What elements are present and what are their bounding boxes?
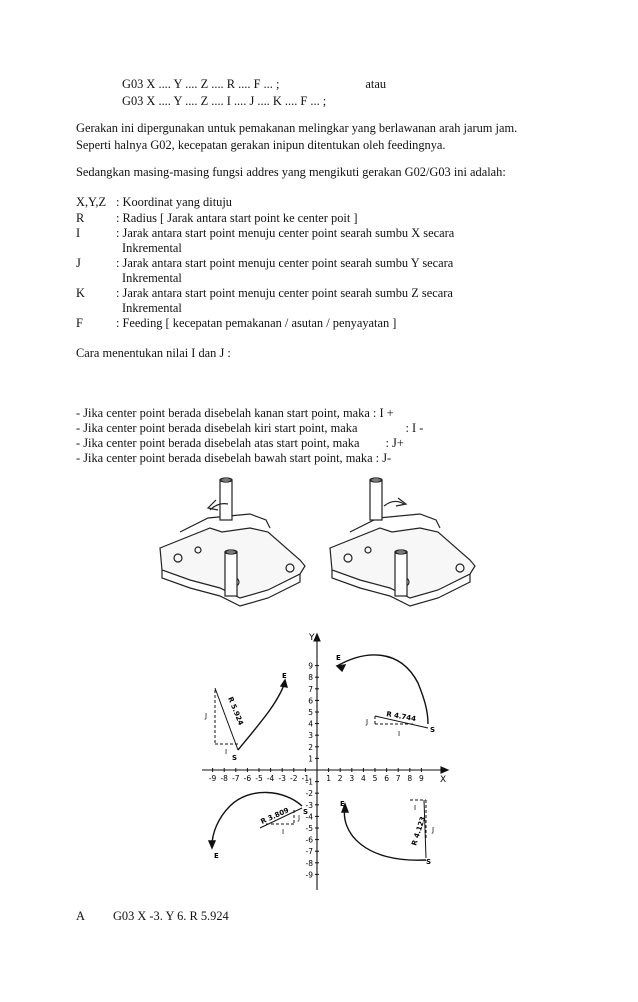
x-tick-label: -9 <box>208 774 217 783</box>
arc-q1-arrowhead <box>337 665 345 671</box>
definition-text: : Jarak antara start point menuju center point searah sumbu X secara <box>116 226 455 240</box>
arc-q1-j-label: J <box>366 718 369 726</box>
x-tick-label: 6 <box>384 774 389 783</box>
definition-text: : Jarak antara start point menuju center point searah sumbu Z secara <box>116 286 453 300</box>
y-tick-label: -2 <box>305 789 313 799</box>
y-axis-arrow <box>314 634 320 641</box>
workpiece-illustration-right <box>320 470 490 610</box>
definition-text: : Jarak antara start point menuju center point searah sumbu Y secara <box>116 256 454 270</box>
y-tick-label: 4 <box>308 719 313 729</box>
definition-continuation: Inkremental <box>122 301 182 315</box>
arc-q1 <box>337 655 428 724</box>
rule-suffix: : J+ <box>385 436 404 450</box>
syntax-line-1-suffix: atau <box>365 77 387 91</box>
rule-4 <box>76 451 391 466</box>
arc-q1-radius-label: R 4.744 <box>385 710 417 724</box>
definition-key: K <box>76 286 85 300</box>
y-tick-label: -7 <box>305 847 313 857</box>
x-tick-label: 9 <box>419 774 424 783</box>
definition-key: F <box>76 316 83 330</box>
arc-q1-start-label: S <box>430 726 436 734</box>
y-tick-label: 5 <box>308 708 313 717</box>
x-tick-label: 8 <box>407 774 413 783</box>
x-tick-label: -2 <box>290 774 298 783</box>
rule-1 <box>76 406 394 421</box>
arc-q3-start-label: S <box>303 808 309 816</box>
definition-key: I <box>76 226 81 240</box>
y-tick-label: -8 <box>305 858 313 868</box>
arc-q2-arrowhead <box>281 680 287 687</box>
rule-suffix: : I - <box>405 421 424 435</box>
x-tick-label: 4 <box>361 774 366 783</box>
definition-key: J <box>76 256 81 270</box>
arc-q3 <box>212 792 302 846</box>
y-tick-label: 2 <box>308 742 313 752</box>
syntax-line-1-text: G03 X .... Y .... Z .... R .... F ... ; <box>122 77 280 91</box>
arc-q1-i-label: I <box>398 730 401 738</box>
y-tick-label: 3 <box>308 731 313 741</box>
paragraph-3: Sedangkan masing-masing fungsi addres yang mengikuti gerakan G02/G03 ini adalah: <box>76 165 506 179</box>
y-tick-label: -1 <box>305 777 313 787</box>
arc-q2-end-label: E <box>282 672 287 680</box>
rule-text: - Jika center point berada disebelah atas start point, maka <box>76 436 360 450</box>
arc-q4-start-label: S <box>426 858 432 866</box>
arc-q4-end-label: E <box>340 800 345 808</box>
coordinate-diagram <box>190 628 460 898</box>
x-tick-label: -5 <box>255 774 263 783</box>
x-tick-label: -7 <box>232 774 240 783</box>
example-a-label: A <box>76 909 85 923</box>
arc-q2-start-label: S <box>232 754 238 762</box>
rule-text: - Jika center point berada disebelah bawah start point, maka : J- <box>76 451 392 465</box>
y-tick-label: -4 <box>305 812 313 822</box>
arc-q1-end-label: E <box>336 654 341 662</box>
arc-q3-end-label: E <box>214 852 219 860</box>
definition-text: : Koordinat yang dituju <box>116 195 232 209</box>
arc-q4-j-label: J <box>432 826 435 834</box>
arc-q2 <box>238 682 285 750</box>
x-tick-label: 2 <box>337 774 343 783</box>
arc-q3-i-label: I <box>282 828 285 836</box>
y-tick-label: -6 <box>305 835 313 845</box>
definition-key: R <box>76 211 85 225</box>
y-tick-label: -5 <box>305 824 313 833</box>
rule-text: - Jika center point berada disebelah kiri start point, maka <box>76 421 358 435</box>
paragraph-1: Gerakan ini dipergunakan untuk pemakanan melingkar yang berlawanan arah jarum jam. <box>76 121 518 135</box>
y-tick-label: 6 <box>308 696 313 706</box>
y-axis-label: Y <box>309 633 315 643</box>
arc-q4-radius <box>424 800 426 858</box>
cara-heading: Cara menentukan nilai I dan J : <box>76 346 231 360</box>
y-tick-label: -3 <box>305 800 313 810</box>
x-axis-arrow <box>441 767 448 773</box>
rule-text: - Jika center point berada disebelah kanan start point, maka : I + <box>76 406 394 420</box>
x-tick-label: 3 <box>349 774 355 783</box>
x-tick-label: -4 <box>266 774 275 783</box>
x-tick-label: 7 <box>395 774 401 783</box>
x-tick-label: -1 <box>301 774 310 783</box>
definition-text: : Radius [ Jarak antara start point ke center poit ] <box>116 211 358 225</box>
definition-text: : Feeding [ kecepatan pemakanan / asutan / penyayatan ] <box>116 316 397 330</box>
y-tick-label: 8 <box>308 673 313 683</box>
definition-continuation: Inkremental <box>122 241 182 255</box>
workpiece-illustration-left <box>150 470 320 610</box>
x-tick-label: 1 <box>326 774 331 783</box>
x-axis-label: X <box>440 775 447 785</box>
paragraph-2: Seperti halnya G02, kecepatan gerakan inipun ditentukan oleh feedingnya. <box>76 138 446 152</box>
y-tick-label: -9 <box>305 870 313 880</box>
definition-continuation: Inkremental <box>122 271 182 285</box>
arc-q3-radius-label: R 3.809 <box>259 806 291 826</box>
arc-q3-arrowhead <box>209 841 215 848</box>
x-tick-label: 5 <box>372 774 378 783</box>
example-a-code: G03 X -3. Y 6. R 5.924 <box>112 909 229 923</box>
arc-q2-radius-label: R 5.924 <box>226 695 245 727</box>
syntax-line-1 <box>122 77 386 92</box>
syntax-line-2: G03 X .... Y .... Z .... I .... J .... K .... F ... ; <box>122 94 327 108</box>
arc-q2-j-label: J <box>205 712 208 720</box>
arc-q2-i-label: I <box>225 748 228 756</box>
y-tick-label: 1 <box>308 754 313 764</box>
arc-q4-radius-label: R 4.123 <box>410 815 428 847</box>
y-tick-label: 7 <box>308 684 313 694</box>
x-tick-label: -6 <box>243 774 252 783</box>
rule-2 <box>76 421 423 436</box>
arc-q3-j-label: J <box>298 814 301 822</box>
definition-key: X,Y,Z <box>76 195 107 209</box>
arc-q4-i-label: I <box>414 804 417 812</box>
x-tick-label: -3 <box>278 774 286 783</box>
y-tick-label: 9 <box>308 661 313 671</box>
x-tick-label: -8 <box>220 774 228 783</box>
example-a <box>76 909 229 924</box>
rule-3 <box>76 436 404 451</box>
